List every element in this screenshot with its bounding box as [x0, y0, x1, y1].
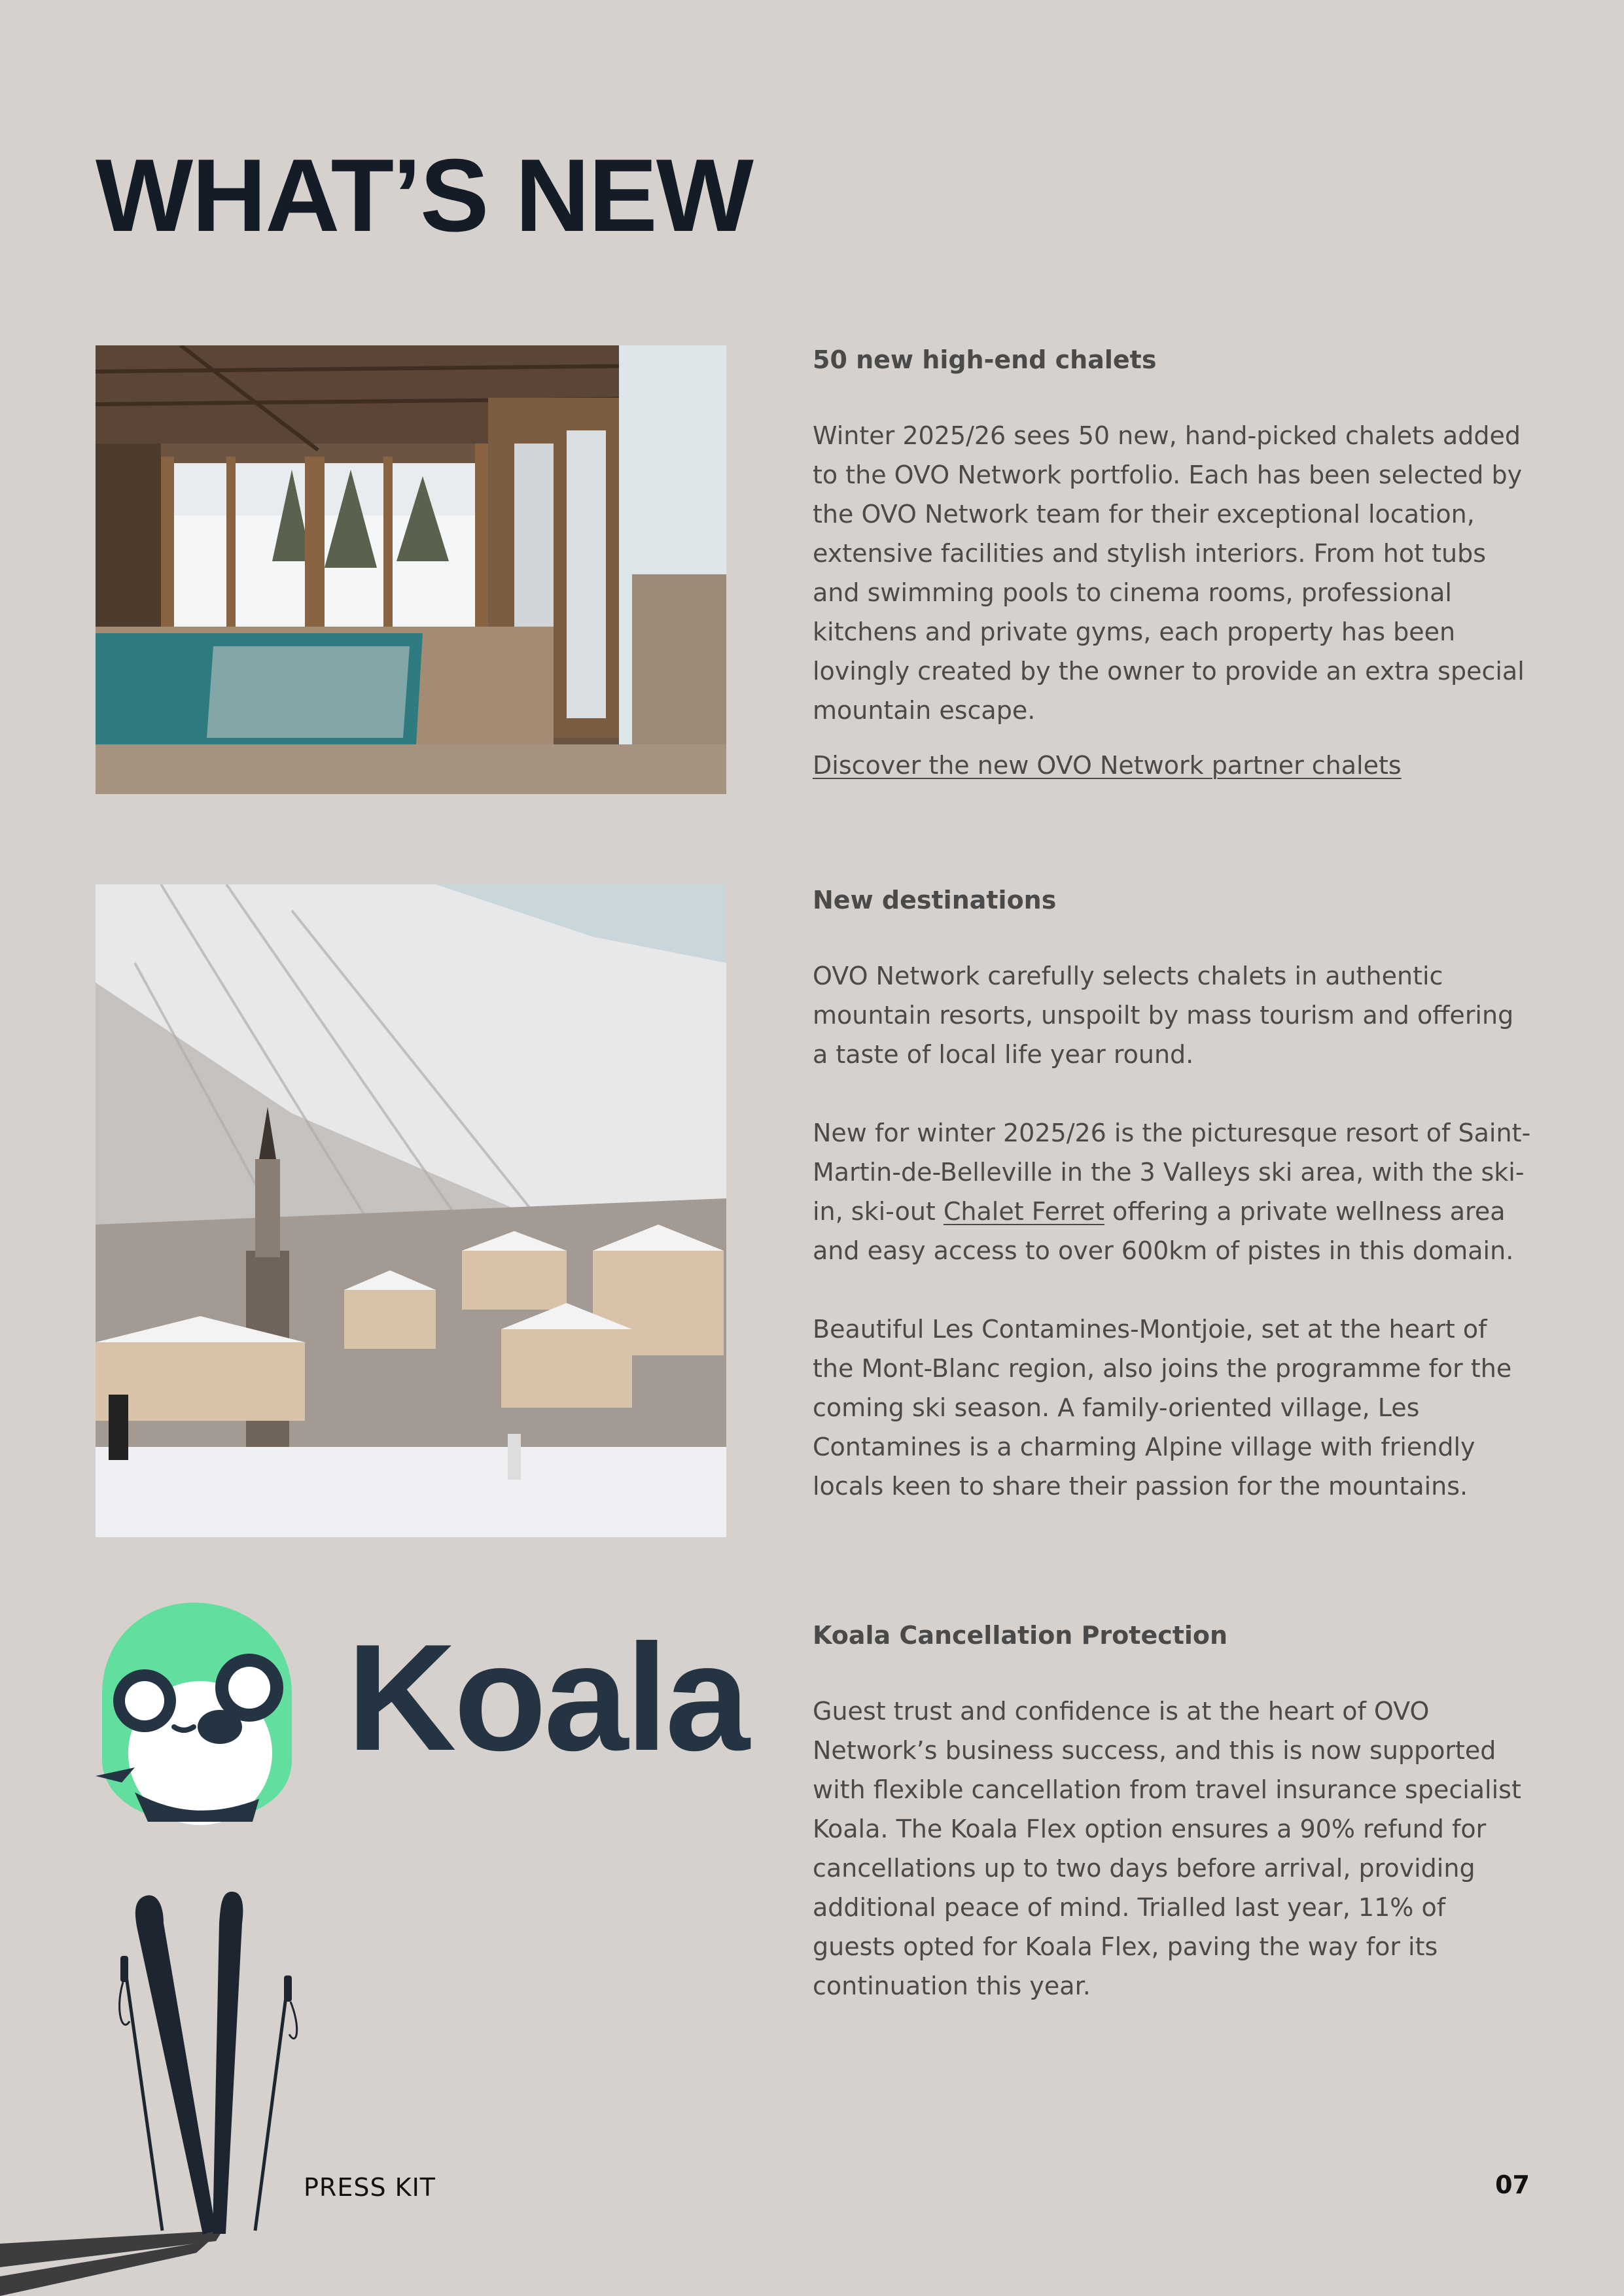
destinations-saint-martin: [813, 1113, 1532, 1270]
destinations-heading: New destinations: [813, 886, 1057, 914]
koala-logo-icon: [96, 1596, 298, 1825]
chalets-section: [813, 340, 1532, 785]
destinations-intro: OVO Network carefully selects chalets in authentic mountain resorts, unspoilt by mass tourism and offering a taste of local life year round.: [813, 962, 1514, 1069]
destinations-contamines: Beautiful Les Contamines-Montjoie, set at the heart of the Mont-Blanc region, also joins the programme for the coming ski season. A family-oriented village, Les Contamines is a charming Alpine village with friendly locals keen to share their passion for the mountains.: [813, 1315, 1512, 1501]
chalets-body: Winter 2025/26 sees 50 new, hand-picked chalets added to the OVO Network portfolio. Each has been selected by the OVO Network team for their exceptional location, extensive facilities and stylish interiors. From hot tubs and swimming pools to cinema rooms, professional kitchens and private gyms, each property has been lovingly created by the owner to provide an extra special mountain escape.: [813, 421, 1525, 725]
saint-martin-text-start: New for winter 2025/26 is the picturesque resort of Saint-Martin-de-Belleville in the 3 Valleys ski area, with the ski-in, ski-out: [813, 1119, 1531, 1226]
koala-logo: [96, 1596, 747, 1832]
koala-section: [813, 1616, 1532, 2045]
koala-wordmark: Koala: [347, 1613, 747, 1783]
koala-heading: Koala Cancellation Protection: [813, 1621, 1228, 1650]
footer-label: PRESS KIT: [304, 2173, 436, 2202]
skis-illustration-icon: [0, 1877, 314, 2296]
koala-body: Guest trust and confidence is at the heart of OVO Network’s business success, and this is now supported with flexible cancellation from travel insurance specialist Koala. The Koala Flex option ensures a 90% refund for cancellations up to two days before arrival, providing additional peace of mind. Trialled last year, 11% of guests opted for Koala Flex, paving the way for its continuation this year.: [813, 1697, 1521, 2000]
chalet-ferret-link[interactable]: Chalet Ferret: [943, 1197, 1104, 1226]
page-number: 07: [1495, 2170, 1530, 2199]
partner-chalets-link[interactable]: Discover the new OVO Network partner chalets: [813, 751, 1402, 780]
chalets-heading: 50 new high-end chalets: [813, 345, 1157, 374]
saint-martin-text-end: offering a private wellness area and easy access to over 600km of pistes in this domain.: [813, 1197, 1514, 1265]
page-title: WHAT’S NEW: [96, 138, 752, 253]
chalet-pool-photo: [96, 345, 726, 794]
mountain-village-photo: [96, 884, 726, 1537]
destinations-section: [813, 880, 1532, 1545]
